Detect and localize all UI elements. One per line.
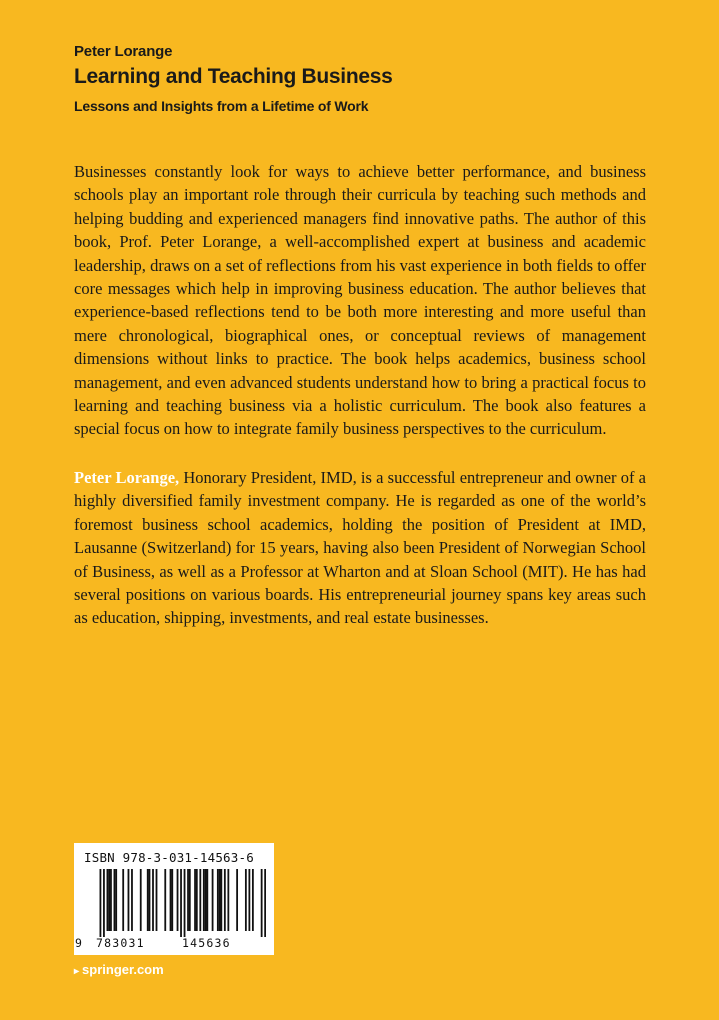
barcode-bar [236,869,238,931]
author-name: Peter Lorange [74,43,173,60]
barcode-bar [245,869,247,931]
barcode-bar [264,869,266,937]
barcode-bar [194,869,196,931]
barcode-bar [110,869,112,931]
barcode-bar [103,869,105,937]
ean-first-digit: 9 [75,936,82,950]
barcode-bar [212,869,214,931]
barcode-bar [224,869,226,931]
isbn-barcode [74,843,274,955]
barcode-bar [252,869,254,931]
barcode-bar [152,869,154,931]
barcode-bar [122,869,124,931]
barcode-bar [206,869,208,931]
barcode-bar [100,869,102,937]
ean-left-group: 783031 [96,936,145,950]
barcode-bar [149,869,151,931]
barcode-bar [219,869,221,931]
barcode-bar [140,869,142,931]
barcode-bar [107,869,109,931]
book-description: Businesses constantly look for ways to achieve better performance, and business schools play an important role through their curricula by teaching such methods and helping budding and experienced managers find innovative paths. The author of this book, Prof. Peter Lorange, a well-accomplished expert at business and academic leadership, draws on a set of reflections from his vast experience in both fields to offer core messages which help in improving business education. The author believes that experience-based reflections tend to be both more interesting and more useful than mere chronological, biographical ones, or conceptual reviews of management dimensions without links to practice. The book helps academics, business school management, and even advanced students understand how to bring a practical focus to learning and teaching business via a holistic curriculum. The book also features a special focus on how to integrate family business perspectives to the curriculum. [74,162,646,439]
ean-right-group: 145636 [182,936,231,950]
barcode-bar [184,869,186,937]
barcode-bar [203,869,205,931]
isbn-label: ISBN 978-3-031-14563-6 [84,850,254,865]
publisher-url: springer.com [82,962,164,977]
barcode-bar [108,869,110,931]
author-bio [74,466,646,630]
barcode-bar [114,869,116,931]
book-subtitle: Lessons and Insights from a Lifetime of Work [74,98,369,114]
cover-header [74,42,674,115]
arrow-icon: ▸ [74,966,80,977]
barcode-bar [131,869,133,931]
barcode-bar [187,869,189,931]
publisher-link[interactable] [74,962,164,977]
barcode-bar [189,869,191,931]
barcode-bar [196,869,198,931]
barcode-bar [227,869,229,931]
barcode-bar [128,869,130,931]
author-bio-name: Peter Lorange, [74,468,180,487]
barcode-bar [220,869,222,931]
barcode-bars [82,869,266,937]
barcode-bar [180,869,182,937]
book-title: Learning and Teaching Business [74,65,393,88]
barcode-bar [171,869,173,931]
barcode-bar [261,869,263,937]
barcode-bar [147,869,149,931]
barcode-bar [177,869,179,931]
barcode-bar [248,869,250,931]
barcode-bar [115,869,117,931]
barcode-bar [164,869,166,931]
author-bio-text: Honorary President, IMD, is a successful entrepreneur and owner of a highly diversified family investment company. He is regarded as one of the world’s foremost business school academics, holding the position of President at IMD, Lausanne (Switzerland) for 15 years, having also been President of Norwegian School of Business, as well as a Professor at Wharton and at Sloan School (MIT). He has had several positions on various boards. His entrepreneurial journey spans key areas such as education, shipping, investments, and real estate businesses. [74,468,646,628]
barcode-bar [205,869,207,931]
barcode-bar [156,869,158,931]
barcode-bar [199,869,201,931]
barcode-bar [217,869,219,931]
barcode-bar [170,869,172,931]
